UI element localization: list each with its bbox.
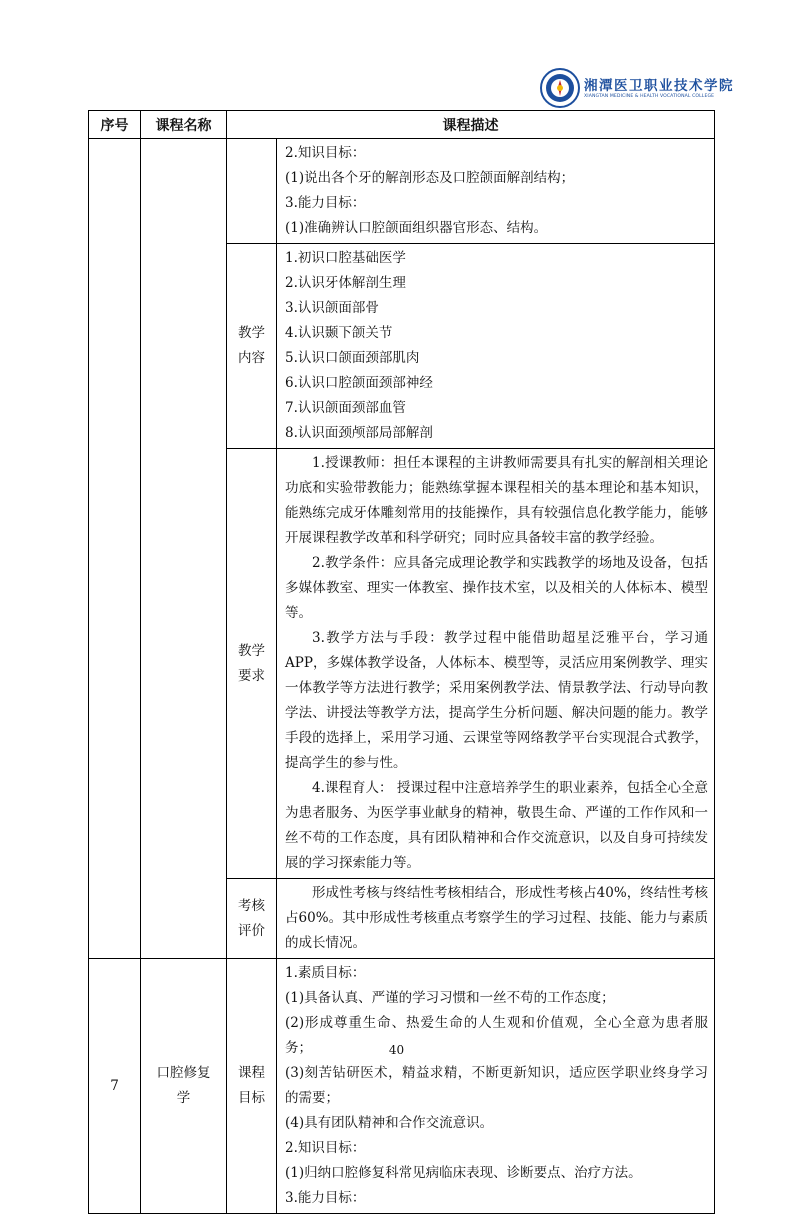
paragraph: 1.授课教师：担任本课程的主讲教师需要具有扎实的解剖相关理论功底和实验带教能力；能熟练掌握本课程相关的基本理论和基本知识，能熟练完成牙体雕刻常用的技能操作，具有较强信息化教学能力，能够开展课程教学改革和科学研究；同时应具备较丰富的教学经验。	[285, 455, 708, 546]
label-cell-empty	[227, 139, 277, 244]
content-cell	[277, 244, 715, 449]
list-item: 1.初识口腔基础医学	[285, 250, 406, 266]
objectives-cell: 1.素质目标： (1)具备认真、严谨的学习习惯和一丝不苟的工作态度； (2)形成尊重生命、热爱生命的人生观和价值观，全心全意为患者服务； (3)刻苦钻研医术，精益求精，不断更新知识，适应医学职业终身学习的需要； (4)具有团队精神和合作交流意识。 2.知识目标： (1)归纳口腔修复科常见病临床表现、诊断要点、治疗方法。 3.能力目标：	[277, 959, 715, 1214]
college-english-name: XIANGTAN MEDICINE & HEALTH VOCATIONAL COLLEGE	[584, 94, 715, 99]
course-no-cell: 7	[89, 959, 141, 1214]
header-description: 课程描述	[227, 111, 715, 139]
list-item: 3.认识颌面部骨	[285, 300, 379, 316]
requirements-label: 教学要求	[227, 449, 277, 879]
paragraph: 2.教学条件：应具备完成理论教学和实践教学的场地及设备，包括多媒体教室、理实一体教室、操作技术室，以及相关的人体标本、模型等。	[285, 555, 708, 621]
table-row	[89, 959, 715, 1214]
objectives-tail-cell: 2.知识目标： (1)说出各个牙的解剖形态及口腔颌面解剖结构； 3.能力目标： (1)准确辨认口腔颌面组织器官形态、结构。	[277, 139, 715, 244]
course-no-cell	[89, 139, 141, 959]
course-name-cell	[141, 139, 227, 959]
table-row	[89, 139, 715, 244]
assessment-cell	[277, 879, 715, 959]
paragraph: 3.教学方法与手段：教学过程中能借助超星泛雅平台，学习通APP，多媒体教学设备，人体标本、模型等，灵活应用案例教学、理实一体教学等方法进行教学；采用案例教学法、情景教学法、行动导向教学法、讲授法等教学方法，提高学生分析问题、解决问题的能力。教学手段的选择上，采用学习通、云课堂等网络教学平台实现混合式教学，提高学生的参与性。	[285, 630, 708, 771]
college-logo	[540, 68, 734, 112]
paragraph: 形成性考核与终结性考核相结合，形成性考核占40%，终结性考核占60%。其中形成性考核重点考察学生的学习过程、技能、能力与素质的成长情况。	[285, 885, 708, 951]
list-item: 7.认识颌面颈部血管	[285, 400, 406, 416]
page-number: 40	[388, 1043, 405, 1057]
course-name-cell: 口腔修复学	[141, 959, 227, 1214]
objectives-label: 课程目标	[227, 959, 277, 1214]
college-name: 湘潭医卫职业技术学院	[584, 78, 734, 94]
list-item: 6.认识口腔颌面颈部神经	[285, 375, 433, 391]
list-item: 2.认识牙体解剖生理	[285, 275, 406, 291]
assessment-label: 考核评价	[227, 879, 277, 959]
table-header-row	[89, 111, 715, 139]
header-course-name: 课程名称	[141, 111, 227, 139]
college-emblem-icon	[540, 68, 580, 108]
list-item: 8.认识面颈颅部局部解剖	[285, 425, 433, 441]
content-label: 教学内容	[227, 244, 277, 449]
list-item: 5.认识口颌面颈部肌肉	[285, 350, 420, 366]
list-item: 4.认识颞下颌关节	[285, 325, 393, 341]
header-no: 序号	[89, 111, 141, 139]
paragraph: 4.课程育人： 授课过程中注意培养学生的职业素养，包括全心全意为患者服务、为医学事业献身的精神，敬畏生命、严谨的工作作风和一丝不苟的工作态度，具有团队精神和合作交流意识，以及自身可持续发展的学习探索能力等。	[285, 780, 708, 871]
requirements-cell	[277, 449, 715, 879]
